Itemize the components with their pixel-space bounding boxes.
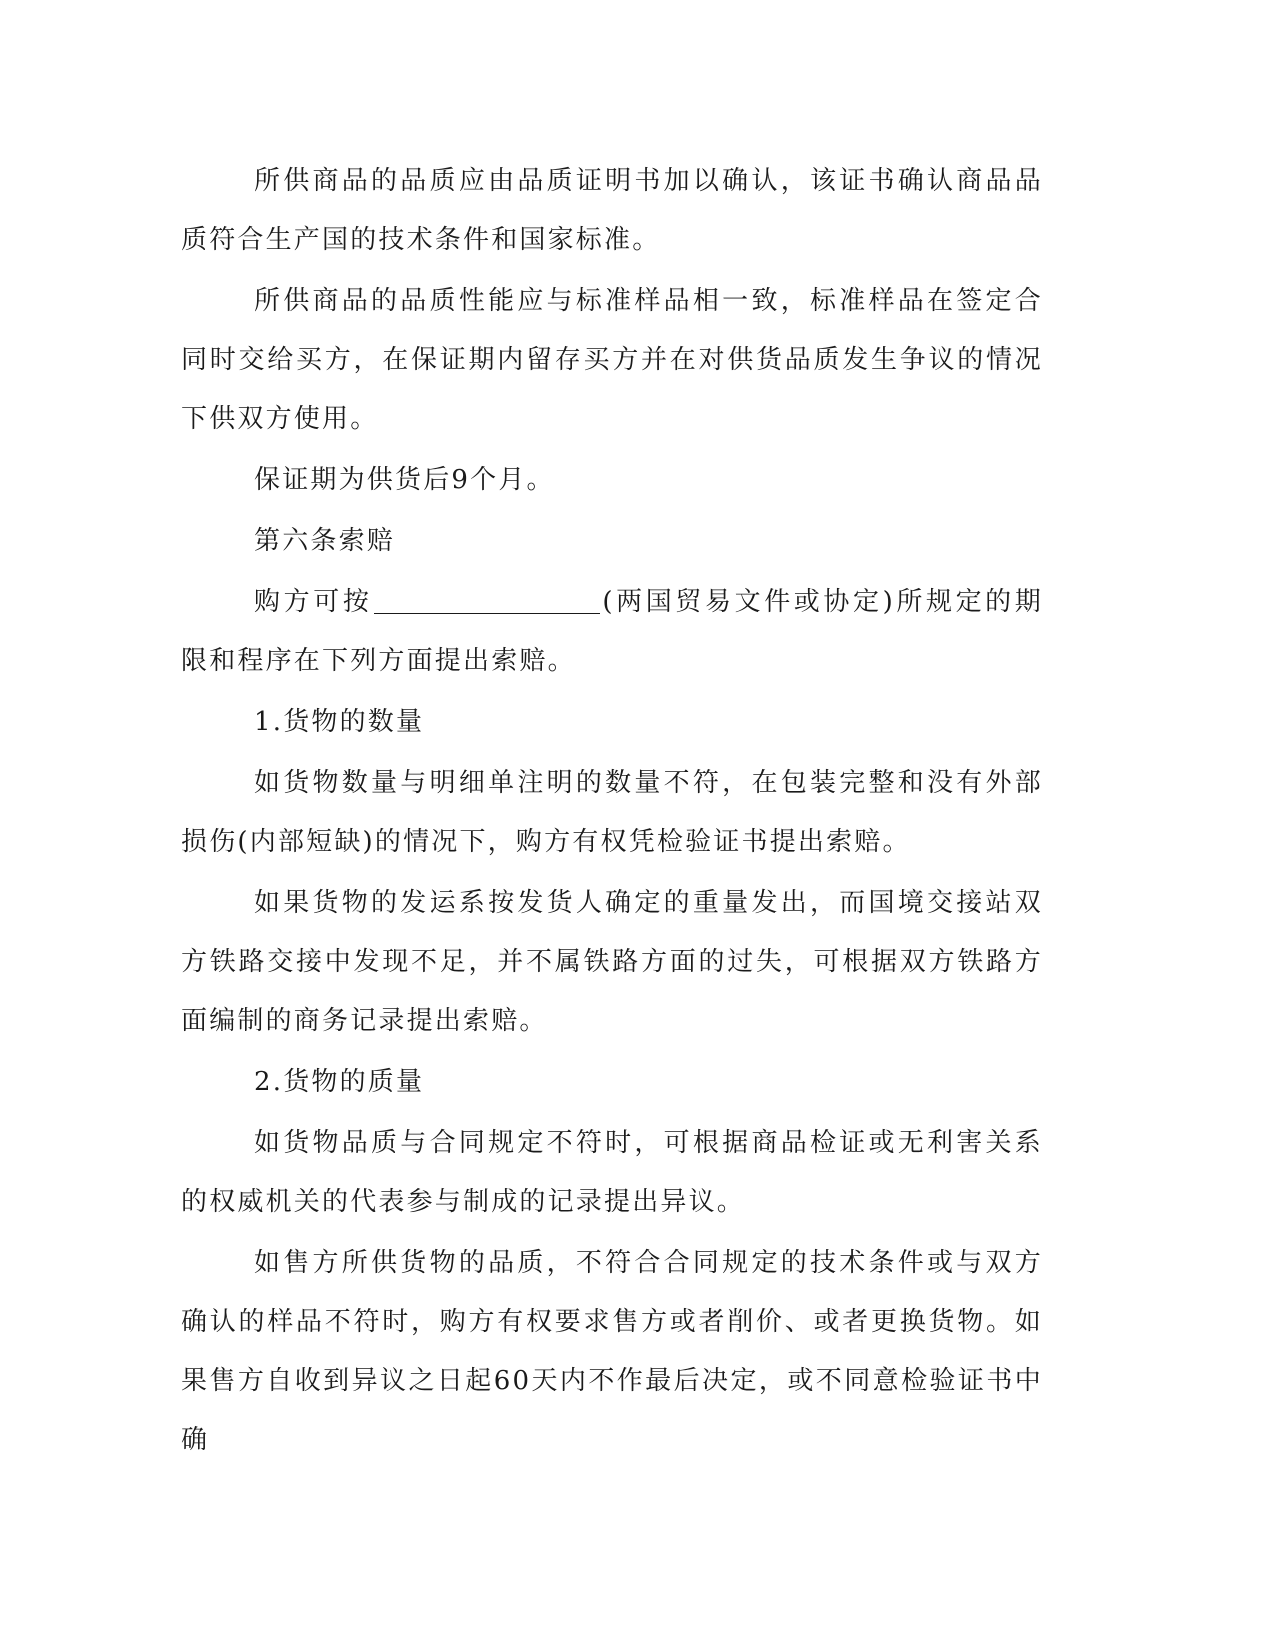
subheading-quality: 2.货物的质量 [254, 1067, 425, 1097]
fill-in-blank [374, 587, 600, 614]
document-page [181, 152, 1043, 1472]
paragraph-standard-sample: 所供商品的品质性能应与标准样品相一致，标准样品在签定合同时交给买方，在保证期内留存买方并在对供货品质发生争议的情况下供双方使用。 [181, 286, 1043, 434]
claim-text-before: 购方可按 [254, 587, 373, 617]
paragraph-quality-certificate: 所供商品的品质应由品质证明书加以确认，该证书确认商品品质符合生产国的技术条件和国家标准。 [181, 166, 1043, 255]
section-heading-claims: 第六条索赔 [254, 526, 396, 556]
subheading-quantity: 1.货物的数量 [254, 707, 425, 737]
claim-text-after: (两国贸易文件或协定)所规定的期限和程序在下列方面提出索赔。 [181, 587, 1043, 676]
paragraph-quantity-mismatch: 如货物数量与明细单注明的数量不符，在包装完整和没有外部损伤(内部短缺)的情况下，购方有权凭检验证书提出索赔。 [181, 768, 1043, 857]
paragraph-warranty-period: 保证期为供货后9个月。 [254, 465, 555, 495]
paragraph-quality-remedy: 如售方所供货物的品质，不符合合同规定的技术条件或与双方确认的样品不符时，购方有权要求售方或者削价、或者更换货物。如果售方自收到异议之日起60天内不作最后决定，或不同意检验证书中确 [181, 1248, 1043, 1455]
paragraph-quality-objection: 如货物品质与合同规定不符时，可根据商品检证或无利害关系的权威机关的代表参与制成的记录提出异议。 [181, 1128, 1043, 1217]
paragraph-claim-procedure [181, 573, 1043, 691]
paragraph-weight-shortage: 如果货物的发运系按发货人确定的重量发出，而国境交接站双方铁路交接中发现不足，并不属铁路方面的过失，可根据双方铁路方面编制的商务记录提出索赔。 [181, 888, 1043, 1036]
